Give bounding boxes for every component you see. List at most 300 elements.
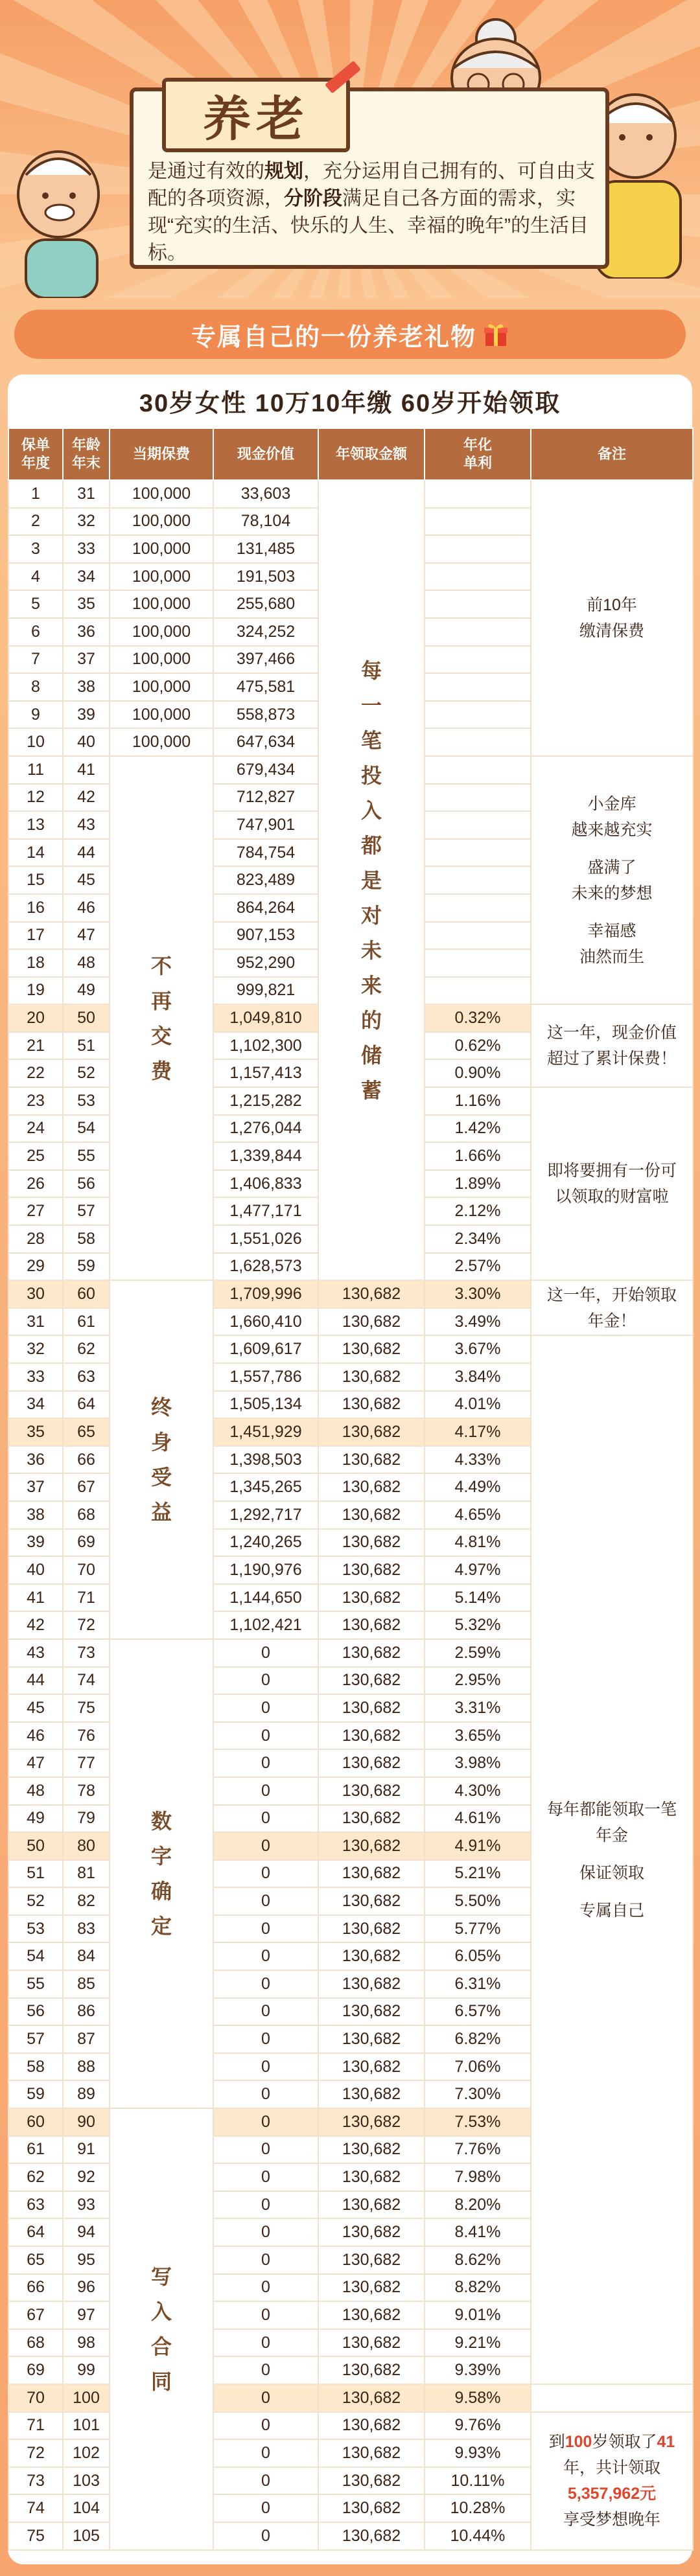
annual-rate-cell: 0.90% — [425, 1059, 531, 1087]
age-cell: 64 — [63, 1391, 110, 1419]
annual-rate-cell: 1.66% — [425, 1142, 531, 1170]
col-annual-claim-header: 年领取金额 — [318, 428, 425, 480]
remark-block — [534, 918, 690, 970]
policy-year-cell: 40 — [8, 1556, 63, 1584]
annual-claim-cell: 130,682 — [318, 1418, 425, 1446]
annual-claim-cell: 130,682 — [318, 1998, 425, 2026]
age-cell: 94 — [63, 2218, 110, 2246]
age-cell: 71 — [63, 1584, 110, 1612]
age-cell: 86 — [63, 1998, 110, 2026]
hero-description — [148, 158, 601, 267]
annual-rate-cell: 5.50% — [425, 1887, 531, 1915]
cash-value-cell: 747,901 — [213, 811, 318, 839]
annual-rate-cell: 6.31% — [425, 1970, 531, 1998]
annual-rate-cell: 7.76% — [425, 2136, 531, 2164]
remark-line: 每年都能领取一笔 — [546, 1800, 677, 1819]
remark-cell — [531, 2412, 693, 2550]
annual-rate-cell: 7.53% — [425, 2108, 531, 2136]
annual-rate-cell — [425, 480, 531, 508]
age-cell: 78 — [63, 1777, 110, 1805]
cash-value-cell: 1,049,810 — [213, 1004, 318, 1032]
age-cell: 36 — [63, 618, 110, 646]
annual-claim-cell: 130,682 — [318, 2439, 425, 2467]
annual-rate-cell — [425, 535, 531, 563]
age-cell: 31 — [63, 480, 110, 508]
cash-value-cell: 0 — [213, 1942, 318, 1970]
cash-value-cell: 0 — [213, 2412, 318, 2440]
annual-rate-cell — [425, 894, 531, 922]
annual-rate-cell: 9.58% — [425, 2384, 531, 2412]
annual-rate-cell: 3.67% — [425, 1335, 531, 1363]
annual-rate-cell: 3.49% — [425, 1308, 531, 1336]
annual-claim-cell: 130,682 — [318, 1446, 425, 1474]
cash-value-cell: 712,827 — [213, 784, 318, 812]
annual-claim-cell: 130,682 — [318, 1777, 425, 1805]
annual-claim-cell: 130,682 — [318, 1335, 425, 1363]
col-policy-year-header: 保单 年度 — [8, 428, 63, 480]
annual-rate-cell — [425, 508, 531, 536]
cash-value-cell: 0 — [213, 2329, 318, 2357]
cash-value-cell: 0 — [213, 2301, 318, 2329]
cash-value-cell: 0 — [213, 2053, 318, 2081]
age-cell: 75 — [63, 1694, 110, 1722]
annual-rate-cell — [425, 756, 531, 784]
cash-value-cell: 0 — [213, 1694, 318, 1722]
annual-rate-cell: 4.65% — [425, 1501, 531, 1529]
policy-year-cell: 6 — [8, 618, 63, 646]
age-cell: 43 — [63, 811, 110, 839]
annual-claim-cell: 130,682 — [318, 2163, 425, 2191]
age-cell: 42 — [63, 784, 110, 812]
policy-year-cell: 35 — [8, 1418, 63, 1446]
remark-cell — [531, 1280, 693, 1335]
policy-year-cell: 60 — [8, 2108, 63, 2136]
annual-claim-cell: 130,682 — [318, 1473, 425, 1501]
cash-value-cell: 952,290 — [213, 949, 318, 977]
cash-value-cell: 679,434 — [213, 756, 318, 784]
age-cell: 46 — [63, 894, 110, 922]
annual-rate-cell: 2.12% — [425, 1197, 531, 1225]
annual-rate-cell: 2.34% — [425, 1225, 531, 1253]
cash-value-cell: 0 — [213, 2522, 318, 2550]
age-cell: 95 — [63, 2246, 110, 2274]
annual-rate-cell: 3.31% — [425, 1694, 531, 1722]
cash-value-cell: 1,190,976 — [213, 1556, 318, 1584]
age-cell: 44 — [63, 839, 110, 867]
annual-rate-cell: 10.44% — [425, 2522, 531, 2550]
hero-desc-emphasis: 规划 — [264, 161, 303, 182]
cash-value-cell: 0 — [213, 2467, 318, 2495]
age-cell: 89 — [63, 2080, 110, 2108]
cash-value-cell: 1,398,503 — [213, 1446, 318, 1474]
remark-text — [534, 1797, 690, 1924]
policy-year-cell: 75 — [8, 2522, 63, 2550]
policy-year-cell: 48 — [8, 1777, 63, 1805]
gift-icon — [483, 321, 509, 347]
annual-rate-cell — [425, 728, 531, 756]
policy-year-cell: 54 — [8, 1942, 63, 1970]
cash-value-cell: 1,709,996 — [213, 1280, 318, 1308]
annual-rate-cell: 3.84% — [425, 1363, 531, 1391]
policy-year-cell: 26 — [8, 1170, 63, 1198]
policy-year-cell: 8 — [8, 673, 63, 701]
cash-value-cell: 0 — [213, 2246, 318, 2274]
cash-value-cell: 1,157,413 — [213, 1059, 318, 1087]
remark-block — [534, 791, 690, 843]
policy-year-cell: 3 — [8, 535, 63, 563]
annual-rate-cell — [425, 784, 531, 812]
annual-rate-cell — [425, 563, 531, 591]
remark-line: 以领取的财富啦 — [555, 1188, 669, 1206]
annual-rate-cell: 4.97% — [425, 1556, 531, 1584]
age-cell: 33 — [63, 535, 110, 563]
benefit-table-wrapper — [8, 428, 692, 2551]
remark-cell — [531, 1335, 693, 2384]
annual-claim-cell: 130,682 — [318, 2467, 425, 2495]
remark-highlight: 100 — [565, 2433, 592, 2452]
vertical-label: 数字确定 — [150, 1809, 172, 1938]
policy-year-cell: 27 — [8, 1197, 63, 1225]
policy-year-cell: 4 — [8, 563, 63, 591]
annual-rate-cell: 5.21% — [425, 1860, 531, 1888]
age-cell: 77 — [63, 1749, 110, 1777]
cash-value-cell: 1,339,844 — [213, 1142, 318, 1170]
col-age-header: 年龄 年末 — [63, 428, 110, 480]
policy-year-cell: 31 — [8, 1308, 63, 1336]
cash-value-cell: 1,477,171 — [213, 1197, 318, 1225]
policy-year-cell: 7 — [8, 646, 63, 674]
age-cell: 91 — [63, 2136, 110, 2164]
table-body — [8, 480, 693, 2550]
policy-year-cell: 46 — [8, 1722, 63, 1750]
gift-banner — [14, 310, 686, 359]
cash-value-cell: 1,102,421 — [213, 1611, 318, 1639]
premium-stage-label — [110, 756, 213, 1280]
remark-line — [534, 2455, 690, 2481]
age-cell: 96 — [63, 2274, 110, 2302]
annual-rate-cell: 1.16% — [425, 1087, 531, 1115]
annual-claim-cell: 130,682 — [318, 2080, 425, 2108]
age-cell: 72 — [63, 1611, 110, 1639]
age-cell: 47 — [63, 922, 110, 950]
annual-rate-cell — [425, 646, 531, 674]
cash-value-cell: 0 — [213, 2025, 318, 2053]
cash-value-cell: 0 — [213, 1639, 318, 1667]
cash-value-cell: 475,581 — [213, 673, 318, 701]
annual-rate-cell: 9.01% — [425, 2301, 531, 2329]
premium-stage-label — [110, 1280, 213, 1639]
vertical-label: 每一笔投入都是对未来的储蓄 — [360, 658, 382, 1102]
age-cell: 60 — [63, 1280, 110, 1308]
premium-cell: 100,000 — [110, 728, 213, 756]
age-cell: 85 — [63, 1970, 110, 1998]
annual-rate-cell: 7.30% — [425, 2080, 531, 2108]
cash-value-cell: 0 — [213, 2191, 318, 2219]
age-cell: 32 — [63, 508, 110, 536]
remark-block — [534, 1898, 690, 1924]
policy-year-cell: 19 — [8, 977, 63, 1005]
hero-desc-text: 满足自己各方面的需求，实现“充实的生活、快乐的人生、幸福的晚年”的生活目标。 — [148, 188, 589, 264]
age-cell: 65 — [63, 1418, 110, 1446]
cash-value-cell: 0 — [213, 2384, 318, 2412]
remark-line: 缴清保费 — [579, 621, 644, 640]
policy-year-cell: 36 — [8, 1446, 63, 1474]
age-cell: 76 — [63, 1722, 110, 1750]
table-row — [8, 480, 693, 508]
age-cell: 70 — [63, 1556, 110, 1584]
annual-rate-cell: 6.57% — [425, 1998, 531, 2026]
remark-line: 油然而生 — [579, 947, 644, 966]
cash-value-cell: 0 — [213, 2218, 318, 2246]
age-cell: 99 — [63, 2356, 110, 2384]
policy-year-cell: 67 — [8, 2301, 63, 2329]
cash-value-cell: 0 — [213, 1860, 318, 1888]
annual-claim-cell: 130,682 — [318, 2218, 425, 2246]
cash-value-cell: 1,102,300 — [213, 1032, 318, 1060]
annual-claim-cell: 130,682 — [318, 2108, 425, 2136]
policy-year-cell: 71 — [8, 2412, 63, 2440]
remark-text — [534, 1020, 690, 1072]
cash-value-cell: 0 — [213, 1998, 318, 2026]
annual-claim-cell: 130,682 — [318, 2412, 425, 2440]
age-cell: 83 — [63, 1915, 110, 1943]
policy-year-cell: 66 — [8, 2274, 63, 2302]
policy-year-cell: 39 — [8, 1529, 63, 1557]
policy-year-cell: 29 — [8, 1253, 63, 1281]
remark-segment: 到 — [548, 2433, 565, 2452]
premium-cell: 100,000 — [110, 535, 213, 563]
premium-cell: 100,000 — [110, 590, 213, 618]
age-cell: 34 — [63, 563, 110, 591]
table-header-row — [8, 428, 693, 480]
cash-value-cell: 1,345,265 — [213, 1473, 318, 1501]
annual-rate-cell: 1.42% — [425, 1115, 531, 1143]
age-cell: 52 — [63, 1059, 110, 1087]
annual-rate-cell: 8.20% — [425, 2191, 531, 2219]
remark-line: 这一年，现金价值 — [546, 1024, 677, 1042]
cash-value-cell: 907,153 — [213, 922, 318, 950]
annual-claim-cell: 130,682 — [318, 2191, 425, 2219]
cash-value-cell: 784,754 — [213, 839, 318, 867]
age-cell: 69 — [63, 1529, 110, 1557]
annual-rate-cell — [425, 922, 531, 950]
annual-rate-cell: 2.59% — [425, 1639, 531, 1667]
remark-line: 小金库 — [587, 794, 636, 813]
policy-year-cell: 59 — [8, 2080, 63, 2108]
policy-year-cell: 33 — [8, 1363, 63, 1391]
age-cell: 67 — [63, 1473, 110, 1501]
age-cell: 92 — [63, 2163, 110, 2191]
policy-year-cell: 32 — [8, 1335, 63, 1363]
annual-claim-cell: 130,682 — [318, 1667, 425, 1695]
annual-claim-cell: 130,682 — [318, 1363, 425, 1391]
age-cell: 58 — [63, 1225, 110, 1253]
annual-rate-cell: 9.76% — [425, 2412, 531, 2440]
policy-year-cell: 14 — [8, 839, 63, 867]
vertical-label: 不再交费 — [150, 954, 172, 1083]
annual-rate-cell: 4.17% — [425, 1418, 531, 1446]
cash-value-cell: 0 — [213, 2439, 318, 2467]
annual-claim-cell: 130,682 — [318, 2384, 425, 2412]
annual-rate-cell: 1.89% — [425, 1170, 531, 1198]
remark-line — [534, 2507, 690, 2533]
policy-year-cell: 44 — [8, 1667, 63, 1695]
policy-year-cell: 34 — [8, 1391, 63, 1419]
premium-stage-label — [110, 1639, 213, 2108]
annual-rate-cell: 0.62% — [425, 1032, 531, 1060]
policy-year-cell: 62 — [8, 2163, 63, 2191]
policy-year-cell: 15 — [8, 866, 63, 894]
policy-year-cell: 69 — [8, 2356, 63, 2384]
table-row — [8, 1280, 693, 1308]
annual-claim-cell: 130,682 — [318, 2329, 425, 2357]
remark-line: 即将要拥有一份可 — [546, 1162, 677, 1180]
gift-banner-text: 专属自己的一份养老礼物 — [191, 323, 476, 351]
remark-cell — [531, 2384, 693, 2412]
remark-line: 前10年 — [587, 595, 637, 614]
remark-text — [534, 2429, 690, 2533]
annual-rate-cell: 4.49% — [425, 1473, 531, 1501]
age-cell: 48 — [63, 949, 110, 977]
remark-block — [534, 1860, 690, 1886]
policy-year-cell: 45 — [8, 1694, 63, 1722]
policy-year-cell: 5 — [8, 590, 63, 618]
remark-segment: 岁领取了 — [592, 2433, 657, 2452]
cash-value-cell: 1,292,717 — [213, 1501, 318, 1529]
policy-year-cell: 18 — [8, 949, 63, 977]
policy-year-cell: 25 — [8, 1142, 63, 1170]
annual-rate-cell: 8.82% — [425, 2274, 531, 2302]
annual-claim-cell: 130,682 — [318, 1584, 425, 1612]
annual-rate-cell — [425, 839, 531, 867]
policy-year-cell: 41 — [8, 1584, 63, 1612]
cash-value-cell: 823,489 — [213, 866, 318, 894]
claim-stage-label — [318, 480, 425, 1280]
annual-claim-cell: 130,682 — [318, 1805, 425, 1833]
remark-line: 这一年，开始领取 — [546, 1285, 677, 1304]
cash-value-cell: 864,264 — [213, 894, 318, 922]
policy-year-cell: 12 — [8, 784, 63, 812]
age-cell: 59 — [63, 1253, 110, 1281]
age-cell: 56 — [63, 1170, 110, 1198]
policy-year-cell: 24 — [8, 1115, 63, 1143]
policy-year-cell: 37 — [8, 1473, 63, 1501]
age-cell: 41 — [63, 756, 110, 784]
age-cell: 80 — [63, 1832, 110, 1860]
cash-value-cell: 0 — [213, 1970, 318, 1998]
annual-rate-cell: 6.05% — [425, 1942, 531, 1970]
remark-line: 专属自己 — [579, 1901, 644, 1920]
policy-year-cell: 73 — [8, 2467, 63, 2495]
annual-claim-cell: 130,682 — [318, 1749, 425, 1777]
annual-rate-cell: 7.06% — [425, 2053, 531, 2081]
cash-value-cell: 0 — [213, 1805, 318, 1833]
annual-rate-cell: 8.41% — [425, 2218, 531, 2246]
annual-claim-cell: 130,682 — [318, 2522, 425, 2550]
annual-rate-cell: 2.57% — [425, 1253, 531, 1281]
age-cell: 98 — [63, 2329, 110, 2357]
age-cell: 93 — [63, 2191, 110, 2219]
policy-year-cell: 72 — [8, 2439, 63, 2467]
age-cell: 81 — [63, 1860, 110, 1888]
annual-rate-cell: 5.77% — [425, 1915, 531, 1943]
annual-claim-cell: 130,682 — [318, 2356, 425, 2384]
col-annual-rate-header: 年化 单利 — [425, 428, 531, 480]
annual-rate-cell — [425, 811, 531, 839]
annual-rate-cell: 5.14% — [425, 1584, 531, 1612]
age-cell: 90 — [63, 2108, 110, 2136]
policy-year-cell: 10 — [8, 728, 63, 756]
cash-value-cell: 1,609,617 — [213, 1335, 318, 1363]
annual-claim-cell: 130,682 — [318, 1942, 425, 1970]
cash-value-cell: 0 — [213, 1722, 318, 1750]
premium-cell: 100,000 — [110, 673, 213, 701]
annual-rate-cell: 4.81% — [425, 1529, 531, 1557]
age-cell: 88 — [63, 2053, 110, 2081]
annual-claim-cell: 130,682 — [318, 1308, 425, 1336]
age-cell: 105 — [63, 2522, 110, 2550]
annual-claim-cell: 130,682 — [318, 1722, 425, 1750]
col-remarks-header: 备注 — [531, 428, 693, 480]
age-cell: 62 — [63, 1335, 110, 1363]
age-cell: 66 — [63, 1446, 110, 1474]
annual-claim-cell: 130,682 — [318, 2494, 425, 2522]
remark-line: 越来越充实 — [571, 820, 653, 839]
policy-year-cell: 58 — [8, 2053, 63, 2081]
annual-rate-cell: 9.21% — [425, 2329, 531, 2357]
remark-text — [534, 592, 690, 644]
cash-value-cell: 324,252 — [213, 618, 318, 646]
policy-year-cell: 51 — [8, 1860, 63, 1888]
annual-claim-cell: 130,682 — [318, 1970, 425, 1998]
col-premium-header: 当期保费 — [110, 428, 213, 480]
cash-value-cell: 131,485 — [213, 535, 318, 563]
annual-rate-cell: 4.61% — [425, 1805, 531, 1833]
premium-stage-label — [110, 2108, 213, 2550]
annual-rate-cell: 9.93% — [425, 2439, 531, 2467]
policy-year-cell: 74 — [8, 2494, 63, 2522]
age-cell: 101 — [63, 2412, 110, 2440]
cash-value-cell: 0 — [213, 2080, 318, 2108]
cash-value-cell: 0 — [213, 2274, 318, 2302]
remark-segment: 年，共计领取 — [563, 2459, 660, 2478]
cash-value-cell: 1,215,282 — [213, 1087, 318, 1115]
policy-year-cell: 17 — [8, 922, 63, 950]
cash-value-cell: 999,821 — [213, 977, 318, 1005]
age-cell: 45 — [63, 866, 110, 894]
age-cell: 87 — [63, 2025, 110, 2053]
annual-rate-cell: 3.30% — [425, 1280, 531, 1308]
remark-highlight: 41 — [657, 2433, 675, 2452]
cash-value-cell: 0 — [213, 2356, 318, 2384]
benefit-table — [8, 428, 694, 2551]
age-cell: 103 — [63, 2467, 110, 2495]
annual-rate-cell — [425, 673, 531, 701]
policy-year-cell: 49 — [8, 1805, 63, 1833]
remark-line: 超过了累计保费！ — [546, 1050, 677, 1068]
annual-claim-cell: 130,682 — [318, 1501, 425, 1529]
annual-claim-cell: 130,682 — [318, 1611, 425, 1639]
policy-year-cell: 56 — [8, 1998, 63, 2026]
remark-line: 盛满了 — [587, 858, 636, 877]
policy-year-cell: 13 — [8, 811, 63, 839]
remark-text — [534, 1158, 690, 1210]
annual-claim-cell: 130,682 — [318, 1391, 425, 1419]
cash-value-cell: 558,873 — [213, 701, 318, 729]
policy-year-cell: 68 — [8, 2329, 63, 2357]
policy-year-cell: 43 — [8, 1639, 63, 1667]
cash-value-cell: 0 — [213, 2136, 318, 2164]
